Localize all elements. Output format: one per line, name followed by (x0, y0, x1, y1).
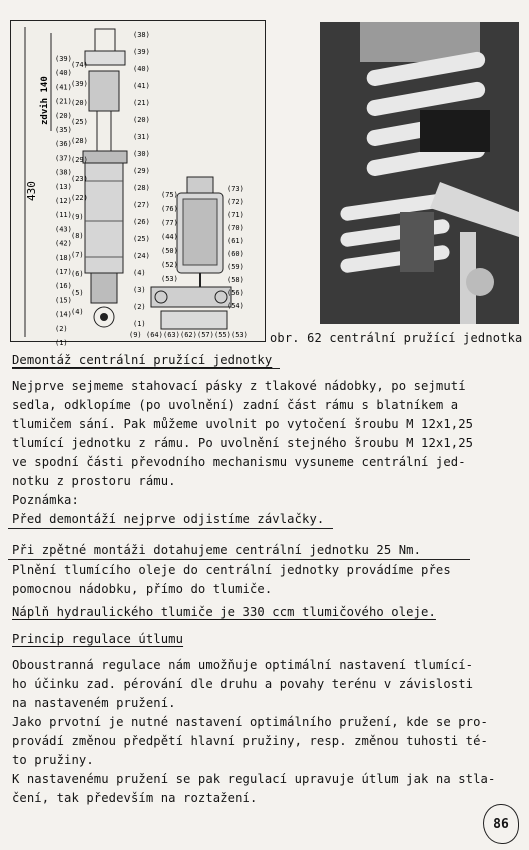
callout-right: (4) (133, 269, 146, 277)
callout-side: (59) (227, 263, 244, 271)
paragraph-line: provádí změnou předpětí hlavní pružiny, resp. změnou tuhosti té- (12, 734, 488, 748)
paragraph-line: ho účinku zad. pérování dle druhu a povahy terénu v závislosti (12, 677, 474, 691)
callout-bottom: (9) (129, 331, 142, 339)
callout-inner: (9) (71, 213, 84, 221)
callout-right: (25) (133, 235, 150, 243)
callout-left: (17) (55, 268, 72, 276)
callout-inner: (28) (71, 137, 88, 145)
callout-left: (37) (55, 154, 72, 163)
callout-right: (26) (133, 218, 150, 226)
paragraph-line: Oboustranná regulace nám umožňuje optimální nastavení tlumící- (12, 658, 474, 672)
paragraph-line: tlumičem sání. Pak můžeme uvolnit po vytočení šroubu M 12x1,25 (12, 417, 474, 431)
callout-left: (41) (55, 83, 72, 92)
callout-side: (60) (227, 250, 244, 258)
callout-bottom: (55) (214, 331, 231, 339)
figure-caption: obr. 62 centrální pružící jednotka (270, 331, 523, 345)
callout-side: (61) (227, 237, 244, 245)
callout-left: (15) (55, 296, 72, 305)
callout-inner2: (53) (161, 275, 178, 283)
length-dimension-label: 430 (25, 181, 38, 201)
callout-left: (11) (55, 211, 72, 220)
note-rule (8, 528, 333, 529)
callout-left: (20) (55, 111, 72, 120)
callout-inner: (20) (71, 99, 88, 107)
paragraph-line: K nastavenému pružení se pak regulací upravuje útlum jak na stla- (12, 772, 496, 786)
section-heading-damping: Princip regulace útlumu (12, 632, 184, 646)
torque-rule (8, 559, 470, 560)
heading-rule (12, 368, 280, 369)
callout-right: (2) (133, 303, 146, 311)
callout-left: (38) (55, 168, 72, 177)
callout-right: (3) (133, 286, 146, 294)
paragraph-line: na nastaveném pružení. (12, 696, 176, 710)
callout-side: (72) (227, 198, 244, 206)
page-number: 86 (483, 804, 519, 844)
callout-right: (38) (133, 31, 150, 39)
paragraph-line: notku z prostoru rámu. (12, 474, 176, 488)
callout-side: (58) (227, 276, 244, 284)
callout-inner2: (44) (161, 233, 178, 241)
callout-inner2: (76) (161, 205, 178, 213)
callout-left: (13) (55, 182, 72, 191)
stroke-dimension-label: zdvih 140 (40, 76, 50, 125)
callout-left: (1) (55, 339, 68, 347)
paragraph-line: Plnění tlumícího oleje do centrální jednotky provádíme přes (12, 563, 451, 577)
callout-bottom: (53) (231, 331, 248, 339)
callout-bottom: (62) (180, 331, 197, 339)
callout-left: (43) (55, 225, 72, 234)
paragraph-line: sedla, odklopíme (po uvolnění) zadní část rámu s blatníkem a (12, 398, 459, 412)
callout-right: (1) (133, 320, 146, 328)
exploded-drawing (10, 20, 266, 347)
paragraph-line: to pružiny. (12, 753, 94, 767)
callout-inner: (74) (71, 61, 88, 69)
callout-inner2: (75) (161, 191, 178, 199)
callout-inner: (4) (71, 308, 84, 316)
callout-right: (41) (133, 82, 150, 90)
section-heading-dismantle: Demontáž centrální pružící jednotky (12, 353, 273, 367)
callout-left: (39) (55, 55, 72, 63)
callout-bottom: (63) (163, 331, 180, 339)
callout-left: (42) (55, 239, 72, 248)
callout-inner: (8) (71, 232, 84, 240)
callout-bottom: (64) (146, 331, 163, 339)
callout-side: (73) (227, 185, 244, 193)
callout-left: (21) (55, 97, 72, 106)
callout-left: (18) (55, 253, 72, 262)
shock-photo (320, 22, 519, 324)
note-text: Před demontáží nejprve odjistíme závlačky. (12, 512, 325, 526)
callout-right: (20) (133, 116, 150, 124)
callout-inner2: (50) (161, 247, 178, 255)
paragraph-line: Jako prvotní je nutné nastavení optimálního pružení, kde se pro- (12, 715, 488, 729)
callout-side: (56) (227, 289, 244, 297)
photo-svg (320, 22, 519, 324)
callout-left: (40) (55, 69, 72, 78)
drawing-svg (11, 21, 265, 347)
callout-right: (21) (133, 99, 150, 107)
oil-capacity-line: Náplň hydraulického tlumiče je 330 ccm tlumičového oleje. (12, 605, 436, 619)
callout-right: (24) (133, 252, 150, 260)
callout-right: (31) (133, 133, 150, 141)
callout-left: (2) (55, 324, 68, 333)
callout-inner: (6) (71, 270, 84, 278)
callout-inner: (39) (71, 80, 88, 88)
note-label: Poznámka: (12, 493, 79, 507)
torque-line: Při zpětné montáži dotahujeme centrální jednotku 25 Nm. (12, 543, 422, 557)
callout-right: (29) (133, 167, 150, 175)
paragraph-line: Nejprve sejmeme stahovací pásky z tlakové nádobky, po sejmutí (12, 379, 466, 393)
callout-inner: (29) (71, 156, 88, 164)
callout-left: (36) (55, 140, 72, 149)
callout-left: (12) (55, 197, 72, 205)
callout-right: (27) (133, 201, 150, 209)
callout-side: (54) (227, 302, 244, 310)
callout-side: (71) (227, 211, 244, 219)
callout-inner: (5) (71, 289, 84, 297)
paragraph-line: tlumící jednotku z rámu. Po uvolnění stejného šroubu M 12x1,25 (12, 436, 474, 450)
callout-right: (28) (133, 184, 150, 192)
callout-left: (35) (55, 126, 72, 134)
paragraph-line: čení, tak především na roztažení. (12, 791, 258, 805)
callout-inner: (23) (71, 175, 88, 183)
paragraph-line: pomocnou nádobku, přímo do tlumiče. (12, 582, 273, 596)
callout-inner2: (77) (161, 219, 178, 227)
callout-right: (39) (133, 48, 150, 56)
callout-inner: (22) (71, 194, 88, 202)
callout-left: (16) (55, 282, 72, 291)
callout-side: (70) (227, 224, 244, 232)
callout-inner: (25) (71, 118, 88, 126)
callout-right: (30) (133, 150, 150, 158)
callout-inner2: (52) (161, 261, 178, 269)
paragraph-line: ve spodní části převodního mechanismu vysuneme centrální jed- (12, 455, 466, 469)
callout-bottom: (57) (197, 331, 214, 339)
callout-inner: (7) (71, 251, 84, 259)
callout-left: (14) (55, 310, 72, 319)
callout-right: (40) (133, 65, 150, 73)
